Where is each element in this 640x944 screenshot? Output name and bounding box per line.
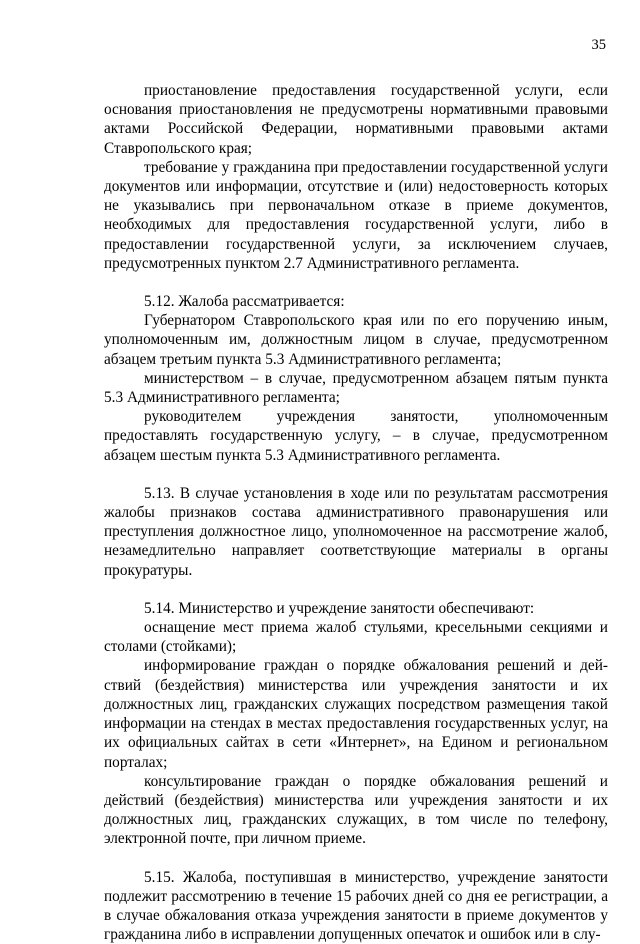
document-body: [104, 81, 608, 944]
paragraph: руководителем учреждения занятости, уполномоченным предоставлять государственную услугу, – в случае, предусмотренном абзацем шестым пункта 5.3 Административного регламента.: [104, 408, 608, 464]
section-heading-5-14: 5.14. Министерство и учреждение занятости обеспечивают:: [144, 599, 535, 617]
paragraph: информирование граждан о порядке обжалования решений и дей-ствий (бездействия) министерства или учреждения занятости и их должностных лиц, гражданских служащих посредством размещения такой информации на стендах в местах предоставления государственных услуг, на их официальных сайтах в сети «Интернет», на Едином и региональном порталах;: [104, 657, 608, 771]
section-gap: [104, 273, 608, 292]
paragraph: министерством – в случае, предусмотренном абзацем пятым пункта 5.3 Административного регламента;: [104, 369, 608, 407]
page-number: 35: [591, 37, 606, 53]
paragraph: консультирование граждан о порядке обжалования решений и действий (бездействия) министерства или учреждения занятости и их должностных лиц, гражданских служащих, в том числе по телефону, электронной почте, при личном приеме.: [104, 772, 608, 848]
section-5-15: [104, 868, 608, 944]
paragraph: требование у гражданина при предоставлении государственной услуги документов или информации, отсутствие и (или) недостоверность которых не указывались при первоначальном отказе в приеме документов, необходимых для предоставления государственной услуги, либо в предоставлении государственной услуги, за исключением случаев, предусмотренных пунктом 2.7 Административного регламента.: [104, 158, 608, 272]
section-heading-5-15: 5.15. Жалоба, поступившая в министерство, учреждение занятости подлежит рассмотрению в течение 15 рабочих дней со дня ее регистрации, а в случае обжалования отказа учреждения занятости в приеме документов у гражданина либо в исправлении допущенных опечаток и ошибок или в слу-: [104, 868, 608, 944]
section-gap: [104, 465, 608, 484]
section-5-13: [104, 484, 608, 580]
section-suspension-continuation: [104, 81, 608, 273]
section-5-12: [104, 292, 608, 465]
section-heading-5-13: 5.13. В случае установления в ходе или по результатам рассмотрения жалобы признаков состава административного правонарушения или преступления должностное лицо, уполномоченное на рассмотрение жалоб, незамедлительно направляет соответствующие материалы в органы прокуратуры.: [104, 484, 608, 579]
paragraph: оснащение мест приема жалоб стульями, кресельными секциями и столами (стойками);: [104, 619, 608, 656]
paragraph: приостановление предоставления государственной услуги, если основания приостановления не предусмотрены нормативными правовыми актами Российской Федерации, нормативными правовыми актами Ставропольского края;: [104, 82, 608, 157]
paragraph: Губернатором Ставропольского края или по его поручению иным, уполномоченным им, должностным лицом в случае, предусмотренном абзацем третьим пункта 5.3 Административного регламента;: [104, 312, 608, 368]
section-heading-5-12: 5.12. Жалоба рассматривается:: [144, 293, 345, 311]
section-gap: [104, 580, 608, 599]
section-5-14: [104, 599, 608, 849]
section-gap: [104, 849, 608, 868]
